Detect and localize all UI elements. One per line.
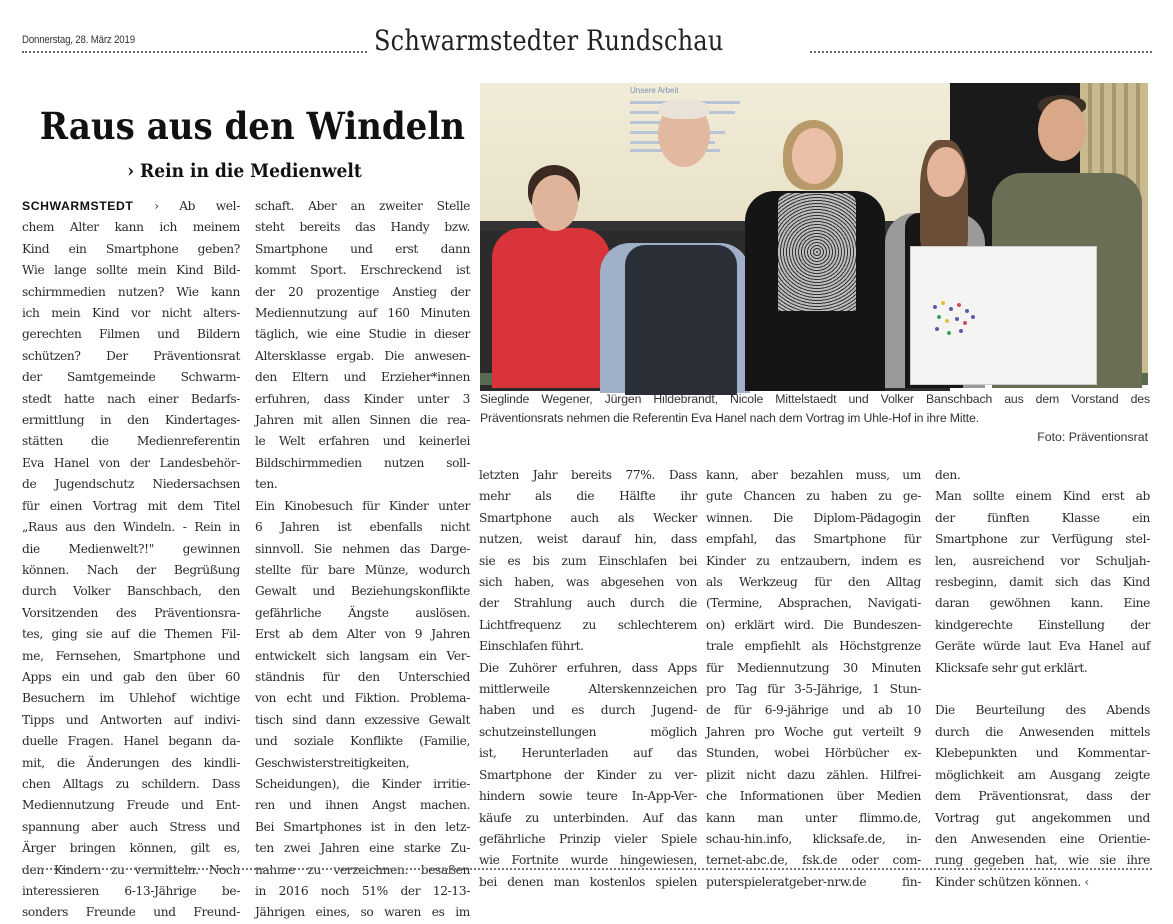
dotted-rule-left	[22, 51, 367, 53]
text-line: der 20 prozentige Anstieg der	[255, 284, 470, 299]
text-line: ermittlung in den Kindertages-	[22, 413, 240, 428]
text-line: sonders Freunde und Freund-	[22, 905, 240, 920]
text-line: winnen. Die Diplom-Pädagogin	[706, 510, 921, 525]
text-line: interessieren 6-13-Jährige be-	[22, 884, 240, 898]
feedback-poster	[910, 246, 1097, 385]
text-line: de Jugendschutz Niedersachsen	[22, 477, 240, 492]
text-line: kann, aber bezahlen muss, um	[706, 468, 921, 482]
text-line: die Medienwelt?!" gewinnen	[22, 541, 240, 556]
issue-date: Donnerstag, 28. März 2019	[22, 34, 135, 46]
text-line	[22, 196, 240, 217]
patterned-blouse	[778, 193, 856, 311]
article-headline: Raus aus den Windeln	[39, 104, 466, 148]
caption-line: Präventionsrats nehmen die Referentin Eva Hanel nach dem Vortrag im Uhle-Hof in ihre Mitte.	[480, 411, 979, 425]
text-line: 6 Jahren ist ebenfalls nicht	[255, 520, 470, 535]
text-line: käufe zu unterbinden. Auf das	[479, 810, 697, 825]
paragraph-gap	[935, 679, 1150, 700]
text-line: „Raus aus den Windeln. - Rein in	[22, 520, 240, 535]
text-line: der fünften Klasse ein	[935, 510, 1150, 525]
sticker-dot	[945, 319, 949, 323]
text-line: daran gewöhnen kann. Eine	[935, 596, 1150, 611]
text-line: Mediennutzung auf 160 Minuten	[255, 306, 470, 321]
text-line: schützen? Der Präventionsrat	[22, 348, 240, 363]
text-line: Jahren mit allen Sinnen die rea-	[255, 413, 470, 428]
caption-line: Sieglinde Wegener, Jürgen Hildebrandt, Nicole Mittelstaedt und Volker Banschbach aus dem Vorstand des	[480, 392, 1150, 406]
sticker-dot	[959, 329, 963, 333]
newspaper-name: Schwarmstedter Rundschau	[374, 24, 724, 57]
text-line: Klicksafe sehr gut erklärt.	[935, 660, 1088, 675]
text-line: ren und ihnen Angst machen.	[255, 798, 470, 813]
text-line: Ärger bringen können, gilt es,	[22, 841, 240, 856]
text-line: Scheidungen), die Kinder irritie-	[255, 776, 470, 791]
text-line: Smartphone zur Verfügung stel-	[935, 532, 1150, 547]
screen-title: Unsere Arbeit	[630, 86, 679, 95]
text-line: ten zwei Jahren eine starke Zu-	[255, 841, 470, 856]
text-line: bei denen man kostenlos spielen	[479, 874, 697, 889]
text-line: mittlerweile Alterskennzeichen	[479, 682, 697, 697]
text-line: stedt hatte nach einer Bedarfs-	[22, 391, 240, 406]
text-line: der Samtgemeinde Schwarm-	[22, 370, 240, 385]
text-line: durch die Anwesenden mittels	[935, 724, 1150, 739]
text-line: nahme zu verzeichnen: besaßen	[255, 862, 470, 877]
text-line: Vortrag gut angekommen und	[935, 810, 1150, 825]
article-column-1	[22, 196, 240, 924]
text-line: mehr als die Hälfte ihr	[479, 489, 697, 504]
text-line: dem Präventionsrat, dass der	[935, 789, 1150, 804]
face	[927, 147, 965, 197]
text-line: tes, ging sie auf die Themen Fil-	[22, 627, 240, 642]
text-line: pro Tag für 3-5-Jährige, 1 Stun-	[706, 682, 921, 697]
text-line: Altersklasse ergab. Die anwesen-	[255, 348, 470, 363]
photo-credit: Foto: Präventionsrat	[1037, 430, 1148, 444]
text-line: Klebepunkten und Kommentar-	[935, 746, 1150, 761]
text-line: den Eltern und Erzieher*innen	[255, 370, 470, 385]
text-line: den Kindern zu vermitteln. Noch	[22, 862, 240, 877]
text-line: können. Nach der Begrüßung	[22, 562, 240, 577]
text-line: schutzeinstellungen möglich	[479, 724, 697, 739]
text-line: Vorsitzenden des Präventionsra-	[22, 605, 240, 620]
text-line: me, Fernsehen, Smartphone und	[22, 648, 240, 663]
sticker-dot	[937, 315, 941, 319]
text-line: täglich, wie eine Studie in dieser	[255, 327, 470, 342]
text-line: für einen Vortrag mit dem Titel	[22, 498, 240, 513]
text-line: ternet-abc.de, fsk.de oder com-	[706, 853, 921, 868]
text-line: stätten die Medienreferentin	[22, 434, 240, 449]
text-line: Geschwisterstreitigkeiten,	[255, 755, 410, 770]
text-line: Stunden, wobei Hörbücher ex-	[706, 746, 921, 761]
article-column-5	[935, 465, 1150, 893]
text-line: Erst ab dem Alter von 9 Jahren	[255, 627, 470, 642]
face	[532, 175, 578, 231]
sticker-dot	[965, 309, 969, 313]
text-line: rung gegeben hat, wie sie ihre	[935, 853, 1150, 868]
text-line: Lichtfrequenz zu schlechterem	[479, 617, 697, 632]
text-line: Besuchern im Uhlehof wichtige	[22, 691, 240, 706]
sticker-dot	[957, 303, 961, 307]
text-line: gute Chancen zu haben zu ge-	[706, 489, 921, 504]
article-photo	[480, 83, 1148, 385]
black-vest	[625, 245, 737, 395]
text-line: ständnis für den Unterschied	[255, 669, 470, 684]
text-line: ten.	[255, 477, 278, 492]
red-hoodie	[492, 228, 610, 388]
text-line: entwickelt sich langsam ein Ver-	[255, 648, 470, 663]
text-line: von echt und Fiktion. Problema-	[255, 691, 470, 706]
text-line: kann man unter flimmo.de,	[706, 810, 921, 825]
text-line: on) erklärt wird. Die Bundeszen-	[706, 617, 921, 632]
text-line: le Welt erfahren und keinerlei	[255, 434, 470, 449]
text-line: Kinder schützen können. ‹	[935, 874, 1089, 889]
dotted-rule-right	[810, 51, 1152, 53]
text-line: Bei Smartphones ist in den letz-	[255, 819, 470, 834]
text-line: Smartphone auch als Wecker	[479, 510, 697, 525]
text-line: sie es bis zum Einschlafen bei	[479, 553, 697, 568]
text-line: Jährigen eines, so waren es im	[255, 905, 470, 920]
text-line: für Mediennutzung 30 Minuten	[706, 660, 921, 675]
article-column-3	[479, 465, 697, 893]
face	[1038, 99, 1086, 161]
sticker-dot	[941, 301, 945, 305]
text-line: gerechten Filmen und Bildern	[22, 327, 240, 342]
sticker-dot	[949, 307, 953, 311]
text-line: Einschlafen führt.	[479, 639, 584, 654]
text-line: chem Alter kann ich meinem	[22, 220, 240, 235]
text-line: Smartphone und erst dann	[255, 241, 470, 256]
article-subheadline: › Rein in die Medienwelt	[127, 160, 362, 182]
text-line: letzten Jahr bereits 77%. Dass	[479, 468, 697, 482]
text-line: hindern sowie teure In-App-Ver-	[479, 789, 697, 804]
text-line: durch Volker Banschbach, den	[22, 584, 240, 599]
text-line: als Werkzeug für den Alltag	[706, 575, 921, 590]
article-column-2	[255, 196, 470, 924]
text-line: Jahren pro Woche gut verteilt 9	[706, 724, 921, 739]
text-line: ich mein Kind vor nicht alters-	[22, 306, 240, 321]
text-line: Bildschirmmedien nutzen soll-	[255, 455, 470, 470]
text-line: Mediennutzung Freude und Ent-	[22, 798, 240, 813]
sticker-dot	[933, 305, 937, 309]
text-line: Die Zuhörer erfuhren, dass Apps	[479, 660, 697, 675]
text-line: Kinder zu entzaubern, indem es	[706, 553, 921, 568]
text-line: steht bereits das Handy bzw.	[255, 220, 470, 235]
text-line: sich haben, was abgesehen von	[479, 575, 697, 590]
text-line: schaft. Aber an zweiter Stelle	[255, 199, 470, 213]
text-fragment: Ab wel-	[179, 199, 240, 213]
text-line: Wie lange sollte mein Kind Bild-	[22, 263, 240, 278]
text-line: spannung aber auch Stress und	[22, 819, 240, 834]
text-line: empfahl, das Smartphone für	[706, 532, 921, 547]
text-line: ist, Herunterladen auf das	[479, 746, 697, 761]
text-line: Smartphone der Kinder zu ver-	[479, 767, 697, 782]
text-line: resbeginn, damit sich das Kind	[935, 575, 1150, 590]
text-line: den Anwesenden eine Orientie-	[935, 831, 1150, 846]
text-line: mit, die Änderungen des kindli-	[22, 755, 240, 770]
text-line: trale empfiehlt als Höchstgrenze	[706, 639, 921, 654]
text-line: wie Fortnite wurde hingewiesen,	[479, 853, 697, 868]
text-line: gefährliche Prinzip vieler Spiele	[479, 831, 697, 846]
text-line: der Strahlung auch durch die	[479, 596, 697, 611]
text-line: Eva Hanel von der Landesbehör-	[22, 455, 240, 470]
text-line: Apps ein und gab den über 60	[22, 669, 240, 684]
text-line: chen Alltags zu schildern. Dass	[22, 776, 240, 791]
text-line: kindgerechte Einstellung der	[935, 617, 1150, 632]
text-line: in 2016 noch 51% der 12-13-	[255, 884, 470, 898]
text-line: Man sollte einem Kind erst ab	[935, 489, 1150, 504]
text-line: kommt Sport. Erschreckend ist	[255, 263, 470, 278]
text-line: erfuhren, dass Kinder unter 3	[255, 391, 470, 406]
text-line: gefährliche Ängste auslösen.	[255, 605, 470, 620]
text-line: duelle Fragen. Hanel begann da-	[22, 734, 240, 749]
text-line: haben und es durch Jugend-	[479, 703, 697, 718]
sticker-dot	[947, 331, 951, 335]
text-line: schau-hin.info, klicksafe.de, in-	[706, 831, 921, 846]
sticker-dot	[935, 327, 939, 331]
face	[792, 128, 836, 184]
masthead	[22, 22, 1152, 62]
dateline-separator: ›	[133, 199, 180, 213]
text-line: nutzen, weist darauf hin, dass	[479, 532, 697, 547]
sticker-dot	[963, 321, 967, 325]
text-line: Ein Kinobesuch für Kinder unter	[255, 498, 470, 513]
article-column-4	[706, 465, 921, 893]
text-line: che Informationen über Medien	[706, 789, 921, 804]
text-line: Gewalt und Beziehungskonflikte	[255, 584, 470, 599]
hair	[658, 99, 710, 119]
dateline: SCHWARMSTEDT	[22, 199, 134, 213]
text-line: schirmmedien nutzen? Wie kann	[22, 284, 240, 299]
text-line: und soziale Konflikte (Familie,	[255, 734, 470, 749]
text-line: (Termine, Absprachen, Navigati-	[706, 596, 921, 611]
text-line: Tipps und Antworten auf indivi-	[22, 712, 240, 727]
text-line: Kind ein Smartphone geben?	[22, 241, 240, 256]
text-line: len, ausreichend vor Schuljah-	[935, 553, 1150, 568]
text-line: den.	[935, 468, 961, 482]
text-line: plizit nicht dazu zählen. Hilfrei-	[706, 767, 921, 782]
text-line: sinnvoll. Sie nehmen das Darge-	[255, 541, 470, 556]
text-line: tisch sind dann exzessive Gewalt	[255, 712, 470, 727]
photo-caption	[480, 390, 1150, 428]
text-line: Geräte würde laut Eva Hanel auf	[935, 639, 1150, 654]
text-line: stellte für bare Münze, wodurch	[255, 562, 470, 577]
text-line: möglichkeit am Ausgang zeigte	[935, 767, 1150, 782]
sticker-dot	[971, 315, 975, 319]
dotted-rule-bottom	[22, 868, 1152, 870]
sticker-dot	[955, 317, 959, 321]
text-line: puterspieleratgeber-nrw.de fin-	[706, 874, 921, 889]
text-line: de für 6-9-jährige und ab 10	[706, 703, 921, 718]
text-line: Die Beurteilung des Abends	[935, 703, 1150, 718]
